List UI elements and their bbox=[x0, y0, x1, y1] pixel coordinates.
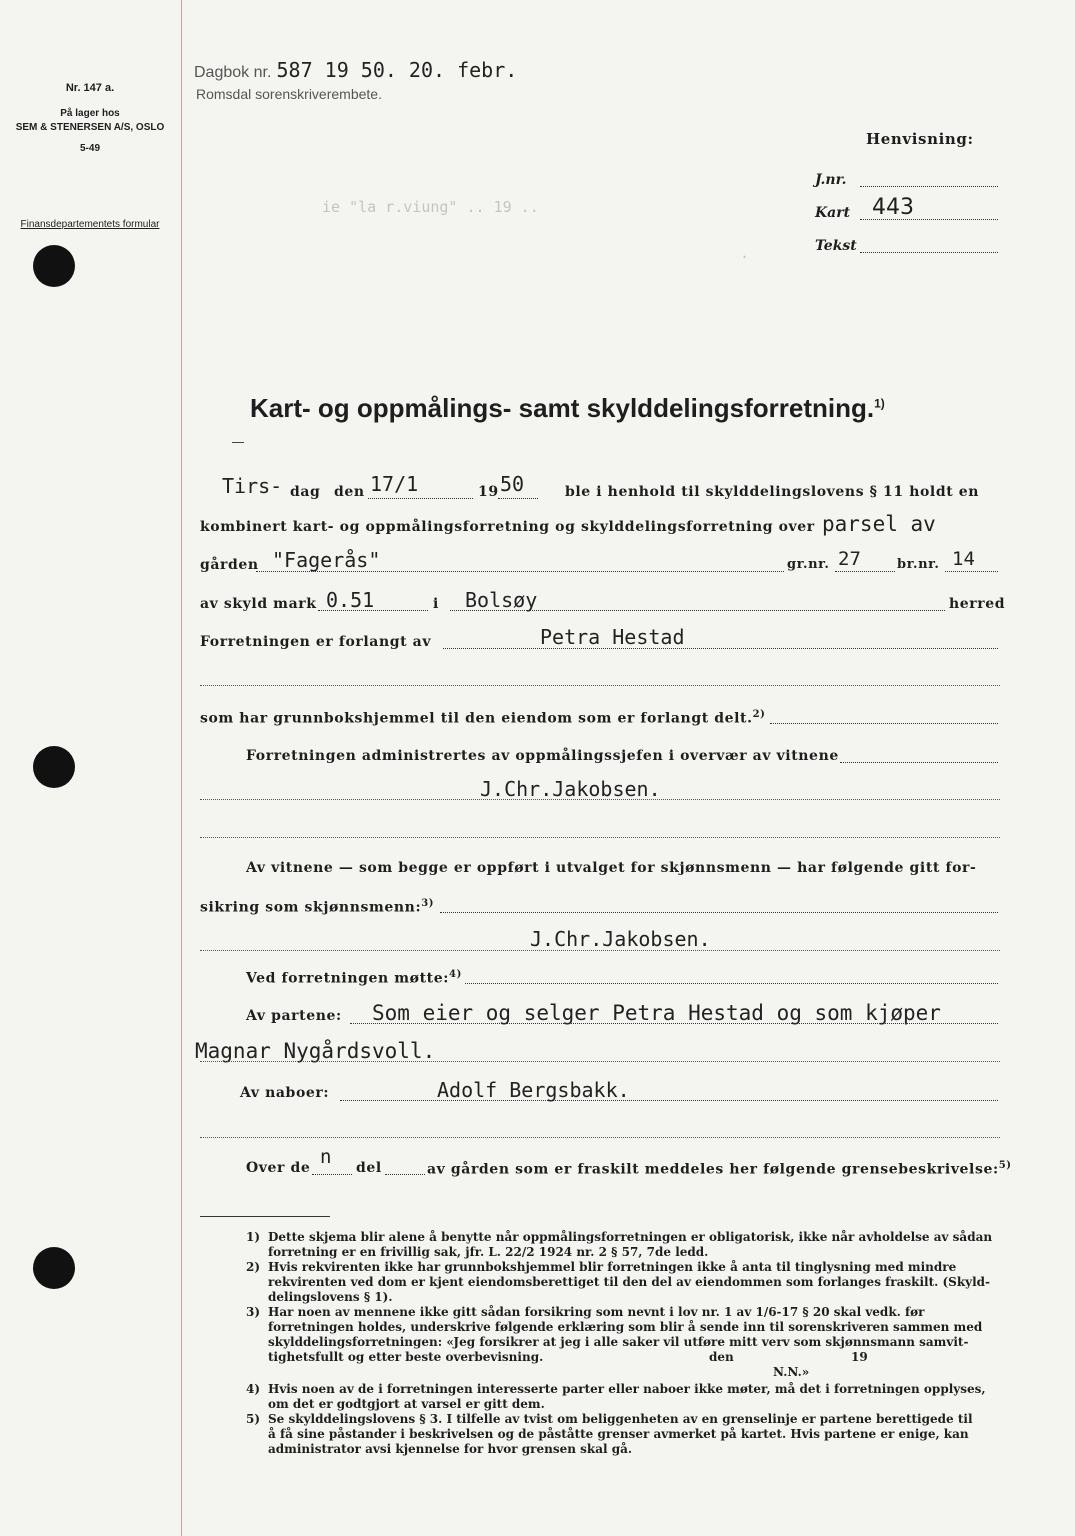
vitnene-ref: 3) bbox=[421, 898, 435, 909]
line1-text: ble i henhold til skylddelingslovens § 11 holdt en bbox=[565, 484, 980, 500]
forlangt-label: Forretningen er forlangt av bbox=[200, 634, 432, 650]
punch-hole-top bbox=[33, 245, 75, 287]
motte-label: Ved forretningen møtte: bbox=[246, 970, 450, 987]
journal-number: 587 19 50. 20. febr. bbox=[276, 58, 518, 82]
vitnene-label-2: sikring som skjønnsmenn: bbox=[200, 899, 422, 916]
date-field bbox=[368, 498, 473, 499]
kart-label: Kart bbox=[815, 205, 851, 221]
print-code: 5-49 bbox=[79, 143, 100, 154]
footnote-1-mark: 1) bbox=[246, 1230, 261, 1244]
footnote-1-line-1: Dette skjema blir alene å benytte når oppmålingsforretningen er obligatorisk, ikke når avholdelse av sådan bbox=[268, 1230, 993, 1244]
footnote-4-line-1: Hvis noen av de i forretningen interesserte parter eller naboer ikke møter, må det i forretningen opplyses, bbox=[268, 1382, 986, 1396]
footnote-3-line-1: Har noen av mennene ikke gitt sådan forsikring som nevnt i lov nr. 1 av 1/6-17 § 20 skal vedk. før bbox=[268, 1305, 925, 1319]
blank-line-1 bbox=[200, 685, 1000, 686]
punch-hole-bottom bbox=[33, 1247, 75, 1289]
footnote-3-den: den bbox=[709, 1350, 734, 1364]
motte-field bbox=[465, 983, 998, 984]
stock-line-2: SEM & STENERSEN A/S, OSLO bbox=[15, 122, 165, 133]
footnote-4-mark: 4) bbox=[246, 1382, 261, 1396]
naboer-field bbox=[340, 1100, 998, 1101]
grunnbok-label: som har grunnbokshjemmel til den eiendom som er forlangt delt. bbox=[200, 710, 753, 727]
partene-line-2 bbox=[200, 1061, 1000, 1062]
year-prefix: 19 bbox=[478, 484, 499, 500]
title-text: Kart- og oppmålings- samt skylddelingsforretning. bbox=[250, 393, 875, 423]
footnote-5-line-2: å få sine påstander i beskrivelsen og de påståtte grenser avmerket på kartet. Hvis partene er enige, kan bbox=[268, 1427, 969, 1441]
footnote-3 bbox=[246, 1305, 1006, 1380]
witness-line bbox=[200, 799, 1000, 800]
footnote-3-line-2: forretningen holdes, underskrive følgende erklæring som blir å sende inn til sorenskriveren sammen med bbox=[268, 1320, 983, 1334]
punch-hole-middle bbox=[33, 746, 75, 788]
footnote-5-line-3: administrator avsi kjennelse for hvor grensen skal gå. bbox=[268, 1442, 633, 1456]
over-de-label: Over de bbox=[246, 1160, 311, 1176]
partene-label: Av partene: bbox=[246, 1008, 342, 1024]
del-field bbox=[385, 1174, 425, 1175]
footnote-divider bbox=[200, 1216, 330, 1217]
kart-value: 443 bbox=[872, 195, 914, 220]
footnote-5-mark: 5) bbox=[246, 1412, 261, 1426]
vitnene-line-2 bbox=[200, 898, 434, 916]
footnote-5 bbox=[246, 1412, 1006, 1457]
journal-label: Dagbok nr. bbox=[194, 64, 272, 81]
blank-line-3 bbox=[200, 1137, 1000, 1138]
brnr-typed: 14 bbox=[952, 548, 975, 570]
partene-typed: Som eier og selger Petra Hestad og som kjøper bbox=[372, 1001, 941, 1025]
over-rest-label: av gården som er fraskilt meddeles her følgende grensebeskrivelse: bbox=[427, 1161, 999, 1178]
forlangt-field bbox=[443, 648, 998, 649]
footnote-4 bbox=[246, 1382, 1006, 1412]
formular-label: Finansdepartementets formular bbox=[20, 219, 160, 230]
forlangt-typed: Petra Hestad bbox=[540, 625, 685, 649]
skjonn-typed: J.Chr.Jakobsen. bbox=[530, 927, 711, 951]
over-field bbox=[312, 1174, 352, 1175]
footnote-3-line-4: tighetsfullt og etter beste overbevisning. bbox=[268, 1350, 544, 1364]
brnr-label: br.nr. bbox=[897, 557, 940, 572]
grnr-typed: 27 bbox=[838, 548, 861, 570]
vitnene-line-1: Av vitnene — som begge er oppført i utvalget for skjønnsmenn — har følgende gitt for- bbox=[246, 860, 977, 876]
dag-label: dag bbox=[290, 484, 321, 500]
naboer-typed: Adolf Bergsbakk. bbox=[437, 1078, 630, 1102]
kart-field bbox=[860, 219, 998, 220]
footnote-1-line-2: forretning er en frivillig sak, jfr. L. 22/2 1924 nr. 2 § 57, 7de ledd. bbox=[268, 1245, 709, 1259]
garden-field bbox=[256, 571, 784, 572]
grnr-field bbox=[835, 571, 895, 572]
i-label: i bbox=[433, 596, 439, 612]
date-typed: 17/1 bbox=[370, 472, 419, 496]
over-ref: 5) bbox=[998, 1160, 1012, 1171]
footnote-2-line-1: Hvis rekvirenten ikke har grunnbokshjemmel blir forretningen ikke å anta til tinglysning med mindre bbox=[268, 1260, 957, 1274]
journal-stamp bbox=[194, 58, 517, 82]
document-title bbox=[250, 393, 885, 424]
over-typed: n bbox=[320, 1146, 332, 1168]
form-number: Nr. 147 a. bbox=[65, 82, 115, 94]
footnote-3-year: 19 bbox=[851, 1350, 868, 1364]
footnote-3-nn: N.N.» bbox=[773, 1365, 810, 1379]
brnr-field bbox=[945, 571, 998, 572]
admin-field bbox=[840, 762, 998, 763]
motte-ref: 4) bbox=[449, 969, 462, 980]
partene-typed-2: Magnar Nygårdsvoll. bbox=[195, 1039, 436, 1063]
year-field bbox=[498, 498, 538, 499]
title-footnote-ref: 1) bbox=[874, 396, 885, 411]
den-label: den bbox=[334, 484, 365, 500]
year-typed: 50 bbox=[500, 472, 525, 496]
skjonn-line bbox=[200, 950, 1000, 951]
grunnbok-field bbox=[770, 723, 998, 724]
bleed-through-1: ie "la r.viung" .. 19 .. bbox=[322, 198, 539, 216]
herred-field bbox=[450, 610, 945, 611]
over-rest bbox=[427, 1160, 1012, 1178]
margin-line bbox=[181, 0, 182, 1536]
herred-label: herred bbox=[949, 596, 1006, 612]
jnr-label: J.nr. bbox=[815, 172, 847, 188]
footnote-4-line-2: om det er godtgjort at varsel er gitt dem. bbox=[268, 1397, 545, 1411]
footnote-2-line-3: delingslovens § 1). bbox=[268, 1290, 393, 1304]
footnote-3-line-3: skylddelingsforretningen: «Jeg forsikrer at jeg i alle saker vil utføre mitt verv som skjønnsmann samvit- bbox=[268, 1335, 969, 1349]
bleed-through-2: . bbox=[740, 244, 750, 262]
garden-label: gården bbox=[200, 557, 259, 573]
jnr-field bbox=[860, 186, 998, 187]
footnote-2-mark: 2) bbox=[246, 1260, 261, 1274]
del-label: del bbox=[356, 1160, 382, 1176]
skyld-label: av skyld mark bbox=[200, 596, 317, 612]
footnote-5-line-1: Se skylddelingslovens § 3. I tilfelle av tvist om beliggenheten av en grenselinje er partene berettigede til bbox=[268, 1412, 973, 1426]
footnote-2-line-2: rekvirenten ved dom er kjent eiendomsberettiget til den del av eiendommen som forlanges fraskilt. (Skyld- bbox=[268, 1275, 991, 1289]
grnr-label: gr.nr. bbox=[787, 557, 830, 572]
tekst-label: Tekst bbox=[815, 238, 857, 254]
garden-typed: "Fagerås" bbox=[272, 548, 381, 572]
footnote-2 bbox=[246, 1260, 1006, 1305]
line2-typed: parsel av bbox=[822, 512, 936, 536]
line2-text: kombinert kart- og oppmålingsforretning og skylddelingsforretning over bbox=[200, 519, 815, 535]
naboer-label: Av naboer: bbox=[240, 1085, 330, 1101]
skyld-typed: 0.51 bbox=[326, 588, 375, 612]
motte-text bbox=[246, 969, 462, 987]
court-office: Romsdal sorenskriverembete. bbox=[196, 86, 382, 102]
herred-typed: Bolsøy bbox=[465, 588, 538, 612]
skyld-field bbox=[318, 610, 428, 611]
admin-text: Forretningen administrertes av oppmålingssjefen i overvær av vitnene bbox=[246, 748, 839, 764]
title-dash bbox=[232, 442, 244, 443]
witness-typed: J.Chr.Jakobsen. bbox=[480, 777, 661, 801]
blank-line-2 bbox=[200, 837, 1000, 838]
reference-heading: Henvisning: bbox=[866, 130, 974, 148]
footnote-1 bbox=[246, 1230, 1006, 1260]
tekst-field bbox=[860, 252, 998, 253]
grunnbok-ref: 2) bbox=[752, 709, 766, 720]
vitnene-field bbox=[440, 912, 998, 913]
stock-line-1: På lager hos bbox=[60, 108, 120, 119]
weekday-typed: Tirs- bbox=[222, 474, 283, 498]
footnote-3-mark: 3) bbox=[246, 1305, 261, 1319]
grunnbok-text bbox=[200, 709, 766, 727]
partene-field bbox=[350, 1023, 998, 1024]
